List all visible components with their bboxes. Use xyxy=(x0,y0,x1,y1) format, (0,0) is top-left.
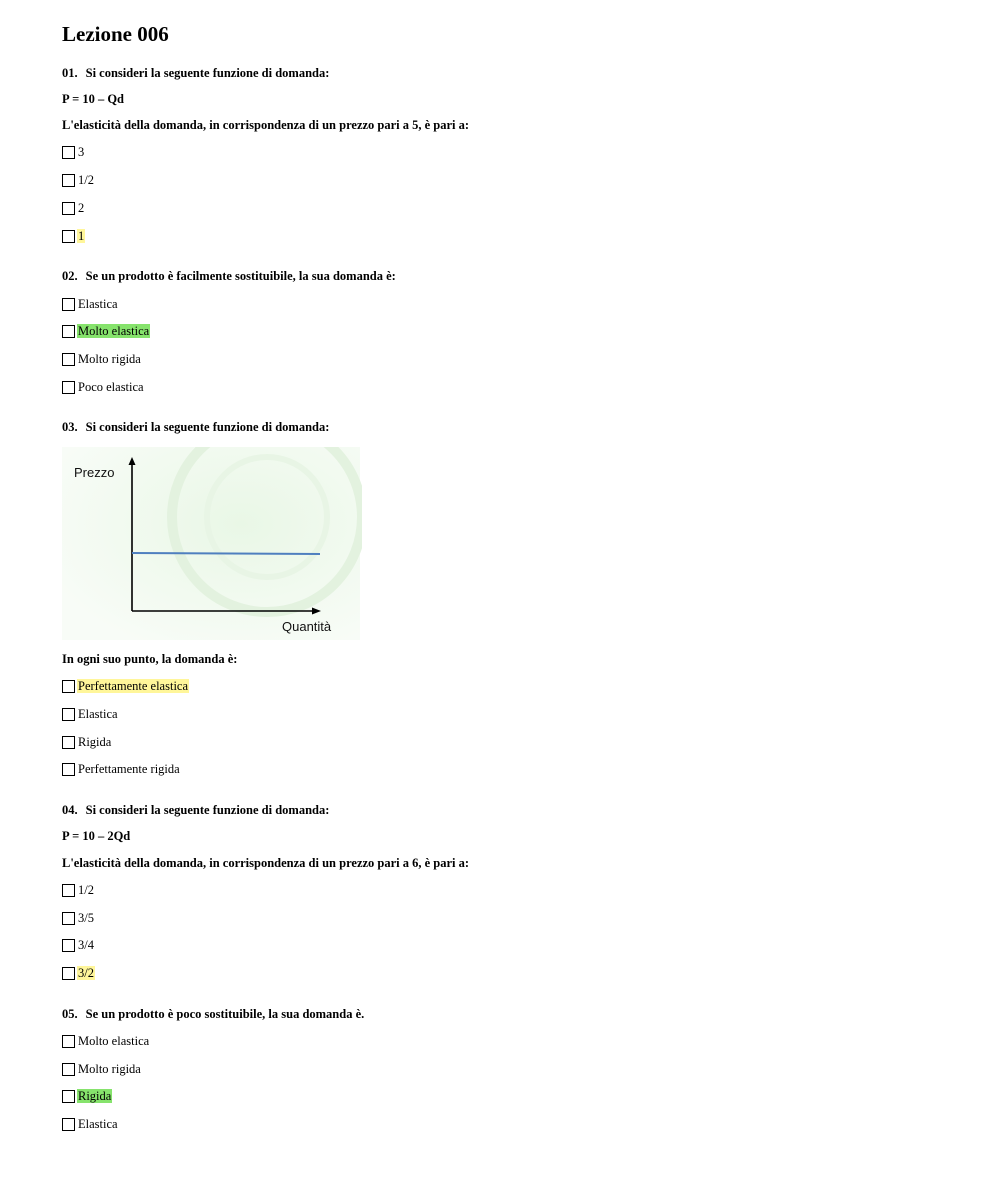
question-01 xyxy=(62,66,329,81)
checkbox[interactable] xyxy=(62,680,75,693)
checkbox[interactable] xyxy=(62,381,75,394)
option-03-d[interactable] xyxy=(62,761,181,777)
checkbox[interactable] xyxy=(62,230,75,243)
option-label: 1/2 xyxy=(78,883,94,897)
checkbox[interactable] xyxy=(62,1118,75,1131)
option-label-highlighted: Perfettamente elastica xyxy=(78,679,189,693)
question-text: Si consideri la seguente funzione di domanda: xyxy=(85,420,330,434)
prompt-01: L'elasticità della domanda, in corrispondenza di un prezzo pari a 5, è pari a: xyxy=(62,118,470,132)
demand-graph-svg xyxy=(62,447,362,642)
checkbox[interactable] xyxy=(62,146,75,159)
x-axis-label: Quantità xyxy=(282,619,332,634)
formula-04: P = 10 – 2Qd xyxy=(62,829,131,843)
option-03-b[interactable] xyxy=(62,706,119,722)
question-text: Se un prodotto è poco sostituibile, la sua domanda è. xyxy=(85,1007,365,1021)
checkbox[interactable] xyxy=(62,1035,75,1048)
question-05 xyxy=(62,1007,364,1022)
option-label: Elastica xyxy=(78,297,118,311)
option-03-a[interactable] xyxy=(62,678,189,694)
option-label: Elastica xyxy=(78,1117,118,1131)
prompt-03: In ogni suo punto, la domanda è: xyxy=(62,652,238,666)
question-text: Si consideri la seguente funzione di domanda: xyxy=(85,66,330,80)
option-04-d[interactable] xyxy=(62,965,95,981)
formula-01: P = 10 – Qd xyxy=(62,92,124,106)
checkbox[interactable] xyxy=(62,912,75,925)
prompt-04: L'elasticità della domanda, in corrispondenza di un prezzo pari a 6, è pari a: xyxy=(62,856,470,870)
demand-graph xyxy=(62,447,362,642)
question-text: Se un prodotto è facilmente sostituibile, la sua domanda è: xyxy=(85,269,396,283)
option-05-d[interactable] xyxy=(62,1116,119,1132)
option-01-d[interactable] xyxy=(62,228,85,244)
y-axis-label: Prezzo xyxy=(74,465,115,480)
question-04 xyxy=(62,803,329,818)
checkbox[interactable] xyxy=(62,202,75,215)
option-05-a[interactable] xyxy=(62,1033,150,1049)
page-title: Lezione 006 xyxy=(62,22,169,46)
question-number: 04. xyxy=(62,803,78,817)
question-number: 02. xyxy=(62,269,78,283)
question-02 xyxy=(62,269,396,284)
option-label: Perfettamente rigida xyxy=(78,762,180,776)
question-03 xyxy=(62,420,329,435)
option-label-highlighted: Rigida xyxy=(78,1089,112,1103)
option-03-c[interactable] xyxy=(62,734,112,750)
option-label: Poco elastica xyxy=(78,380,144,394)
option-04-a[interactable] xyxy=(62,882,95,898)
option-02-b[interactable] xyxy=(62,323,150,339)
option-02-c[interactable] xyxy=(62,351,142,367)
option-label: 2 xyxy=(78,201,85,215)
option-01-c[interactable] xyxy=(62,200,85,216)
option-label: Molto rigida xyxy=(78,1062,141,1076)
question-number: 03. xyxy=(62,420,78,434)
option-05-b[interactable] xyxy=(62,1061,142,1077)
checkbox[interactable] xyxy=(62,884,75,897)
option-01-a[interactable] xyxy=(62,144,85,160)
checkbox[interactable] xyxy=(62,1063,75,1076)
option-02-d[interactable] xyxy=(62,379,145,395)
checkbox[interactable] xyxy=(62,939,75,952)
checkbox[interactable] xyxy=(62,353,75,366)
option-label: 3 xyxy=(78,145,85,159)
option-01-b[interactable] xyxy=(62,172,95,188)
checkbox[interactable] xyxy=(62,298,75,311)
option-04-c[interactable] xyxy=(62,937,95,953)
checkbox[interactable] xyxy=(62,736,75,749)
option-label-highlighted: Molto elastica xyxy=(78,324,150,338)
option-02-a[interactable] xyxy=(62,296,119,312)
option-label: 3/4 xyxy=(78,938,94,952)
option-label: Molto elastica xyxy=(78,1034,150,1048)
option-label: Molto rigida xyxy=(78,352,141,366)
checkbox[interactable] xyxy=(62,763,75,776)
option-label: Rigida xyxy=(78,735,112,749)
option-04-b[interactable] xyxy=(62,910,95,926)
question-number: 05. xyxy=(62,1007,78,1021)
checkbox[interactable] xyxy=(62,708,75,721)
question-number: 01. xyxy=(62,66,78,80)
option-label-highlighted: 1 xyxy=(78,229,85,243)
checkbox[interactable] xyxy=(62,174,75,187)
checkbox[interactable] xyxy=(62,967,75,980)
checkbox[interactable] xyxy=(62,1090,75,1103)
option-label: 1/2 xyxy=(78,173,94,187)
question-text: Si consideri la seguente funzione di domanda: xyxy=(85,803,330,817)
demand-curve xyxy=(132,553,320,554)
checkbox[interactable] xyxy=(62,325,75,338)
option-05-c[interactable] xyxy=(62,1088,112,1104)
option-label-highlighted: 3/2 xyxy=(78,966,94,980)
option-label: 3/5 xyxy=(78,911,94,925)
option-label: Elastica xyxy=(78,707,118,721)
